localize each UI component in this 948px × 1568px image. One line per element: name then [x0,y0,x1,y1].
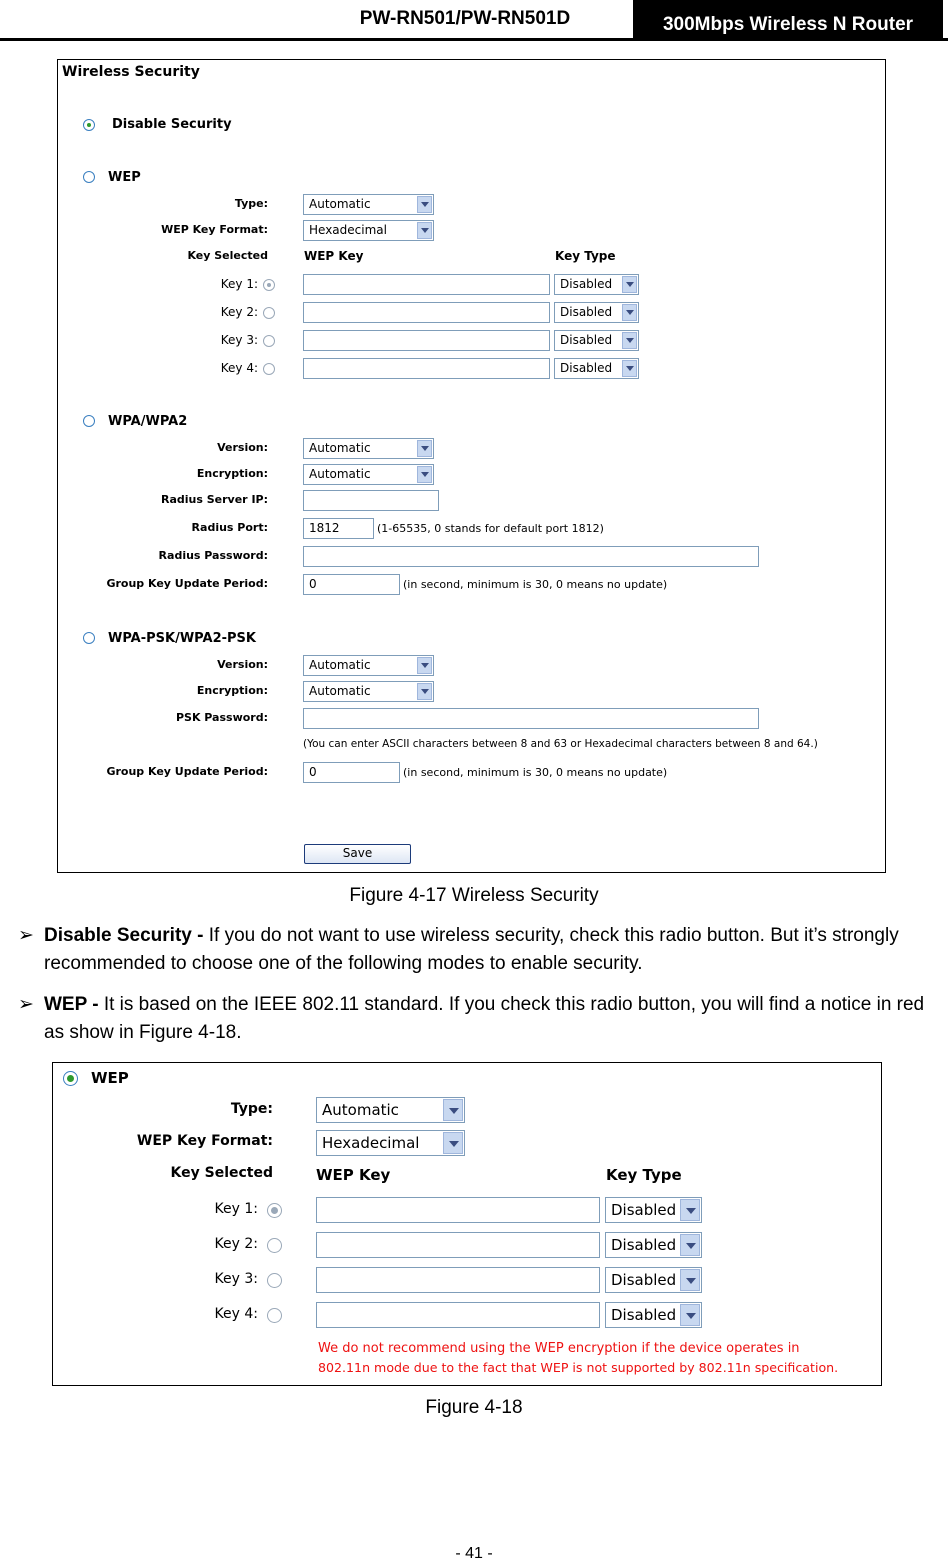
wep-paragraph [44,991,944,1047]
key-2-input[interactable] [303,302,550,323]
chevron-down-icon [417,466,432,483]
key-4-label: Key 4: [214,1306,258,1322]
key-4-type-select[interactable] [554,358,639,379]
key-4-radio[interactable] [263,363,275,375]
key-4-type-select[interactable] [605,1302,702,1328]
key-type-column-header: Key Type [606,1166,682,1184]
figure-4-17-caption: Figure 4-17 Wireless Security [349,885,599,906]
key-1-radio[interactable] [267,1203,282,1218]
key-2-type-value: Disabled [611,1236,677,1254]
wpa-version-select[interactable] [303,438,434,459]
disable-security-paragraph [44,922,944,978]
wpa-psk-radio[interactable] [83,632,95,644]
key-2-radio[interactable] [263,307,275,319]
radius-port-label: Radius Port: [191,521,268,534]
wep-type-select[interactable] [303,194,434,215]
key-1-input[interactable] [316,1197,600,1223]
key-1-type-select[interactable] [605,1197,702,1223]
key-1-type-select[interactable] [554,274,639,295]
wep-warning-line-2: 802.11n mode due to the fact that WEP is not supported by 802.11n specification. [318,1360,839,1375]
key-3-label: Key 3: [220,333,258,347]
wep-type-label: Type: [234,197,268,210]
chevron-down-icon [443,1099,463,1121]
figure-4-18-caption: Figure 4-18 [425,1397,523,1418]
psk-group-key-hint: (in second, minimum is 30, 0 means no update) [403,766,668,779]
key-3-label: Key 3: [214,1271,258,1287]
key-1-label: Key 1: [214,1201,258,1217]
wep-type-label: Type: [230,1101,273,1117]
chevron-down-icon [443,1132,463,1154]
wep-warning-line-1: We do not recommend using the WEP encryption if the device operates in [318,1341,800,1356]
panel-title: Wireless Security [62,64,200,80]
chevron-down-icon [622,304,637,321]
wep-key-format-label: WEP Key Format: [161,223,268,236]
key-selected-header: Key Selected [187,249,268,262]
wpa-group-key-label: Group Key Update Period: [106,577,268,590]
key-2-label: Key 2: [220,305,258,319]
wpa-wpa2-label: WPA/WPA2 [108,414,188,429]
key-4-input[interactable] [316,1302,600,1328]
wep-term: WEP - [44,994,99,1015]
wep-radio-selected[interactable] [63,1071,78,1086]
document-title-header: 300Mbps Wireless N Router [633,0,943,40]
wireless-security-panel [57,59,886,873]
save-button[interactable]: Save [304,844,411,864]
key-3-radio[interactable] [267,1273,282,1288]
chevron-down-icon [417,196,432,213]
wpa-encryption-label: Encryption: [196,467,268,480]
key-1-input[interactable] [303,274,550,295]
wpa-group-key-hint: (in second, minimum is 30, 0 means no update) [403,578,668,591]
wep-label: WEP [108,170,141,185]
key-4-type-value: Disabled [560,361,613,375]
wpa-group-key-value: 0 [309,577,317,591]
key-3-input[interactable] [303,330,550,351]
wep-type-select[interactable] [316,1097,465,1123]
psk-group-key-label: Group Key Update Period: [106,765,268,778]
disable-security-term: Disable Security - [44,925,204,946]
chevron-down-icon [680,1234,700,1256]
radius-server-ip-input[interactable] [303,490,439,511]
radius-password-input[interactable] [303,546,759,567]
psk-encryption-select[interactable] [303,681,434,702]
radius-port-value: 1812 [309,521,340,535]
psk-password-hint: (You can enter ASCII characters between 8 and 63 or Hexadecimal characters between 8 and 64.) [303,738,818,750]
wep-key-format-value: Hexadecimal [309,223,387,237]
key-2-type-value: Disabled [560,305,613,319]
chevron-down-icon [417,222,432,239]
chevron-down-icon [680,1199,700,1221]
wep-key-column-header: WEP Key [316,1166,391,1184]
wpa-group-key-input[interactable] [303,574,400,595]
wep-label: WEP [91,1069,129,1087]
wpa-encryption-select[interactable] [303,464,434,485]
key-selected-header: Key Selected [170,1165,273,1181]
key-4-type-value: Disabled [611,1306,677,1324]
psk-group-key-input[interactable] [303,762,400,783]
bullet-arrow-icon: ➢ [18,925,34,946]
wpa-version-label: Version: [217,441,268,454]
wpa-version-value: Automatic [309,441,371,455]
wpa-encryption-value: Automatic [309,467,371,481]
wep-notice-panel [52,1062,882,1386]
key-2-type-select[interactable] [554,302,639,323]
chevron-down-icon [417,657,432,674]
key-1-type-value: Disabled [611,1201,677,1219]
chevron-down-icon [417,440,432,457]
wep-type-value: Automatic [309,197,371,211]
radius-password-label: Radius Password: [158,549,268,562]
disable-security-text: If you do not want to use wireless security, check this radio button. But it’s strongly recommended to choose one of the following modes to enable security. [44,925,899,974]
psk-version-select[interactable] [303,655,434,676]
chevron-down-icon [622,332,637,349]
key-2-input[interactable] [316,1232,600,1258]
wep-key-format-select[interactable] [316,1130,465,1156]
wep-key-format-value: Hexadecimal [322,1134,420,1152]
radius-port-input[interactable] [303,518,374,539]
wep-text: It is based on the IEEE 802.11 standard. If you check this radio button, you will find a notice in red as show in Figure 4-18. [44,994,925,1043]
key-3-type-select[interactable] [554,330,639,351]
chevron-down-icon [622,360,637,377]
key-1-type-value: Disabled [560,277,613,291]
key-3-type-select[interactable] [605,1267,702,1293]
chevron-down-icon [680,1269,700,1291]
disable-security-label: Disable Security [112,117,232,132]
wpa-wpa2-radio[interactable] [83,415,95,427]
psk-version-value: Automatic [309,658,371,672]
radius-port-hint: (1-65535, 0 stands for default port 1812) [377,522,604,535]
header-rule [0,38,948,41]
psk-encryption-value: Automatic [309,684,371,698]
psk-group-key-value: 0 [309,765,317,779]
chevron-down-icon [622,276,637,293]
key-3-input[interactable] [316,1267,600,1293]
radius-server-ip-label: Radius Server IP: [161,493,268,506]
key-1-radio[interactable] [263,279,275,291]
psk-version-label: Version: [217,658,268,671]
psk-password-label: PSK Password: [175,711,268,724]
key-3-type-value: Disabled [611,1271,677,1289]
wep-radio[interactable] [83,171,95,183]
psk-password-input[interactable] [303,708,759,729]
page-number: - 41 - [455,1545,493,1562]
wpa-psk-label: WPA-PSK/WPA2-PSK [108,631,256,646]
bullet-arrow-icon: ➢ [18,994,34,1015]
wep-key-format-label: WEP Key Format: [136,1133,273,1149]
disable-security-radio[interactable] [83,119,95,131]
wep-key-column-header: WEP Key [304,249,364,263]
key-4-input[interactable] [303,358,550,379]
key-4-label: Key 4: [220,361,258,375]
chevron-down-icon [417,683,432,700]
wep-key-format-select[interactable] [303,220,434,241]
document-model-header: PW-RN501/PW-RN501D [359,8,571,29]
wep-type-value: Automatic [322,1101,399,1119]
chevron-down-icon [680,1304,700,1326]
key-2-type-select[interactable] [605,1232,702,1258]
key-3-radio[interactable] [263,335,275,347]
key-3-type-value: Disabled [560,333,613,347]
key-1-label: Key 1: [220,277,258,291]
key-type-column-header: Key Type [555,249,616,263]
key-2-radio[interactable] [267,1238,282,1253]
key-2-label: Key 2: [214,1236,258,1252]
key-4-radio[interactable] [267,1308,282,1323]
psk-encryption-label: Encryption: [196,684,268,697]
